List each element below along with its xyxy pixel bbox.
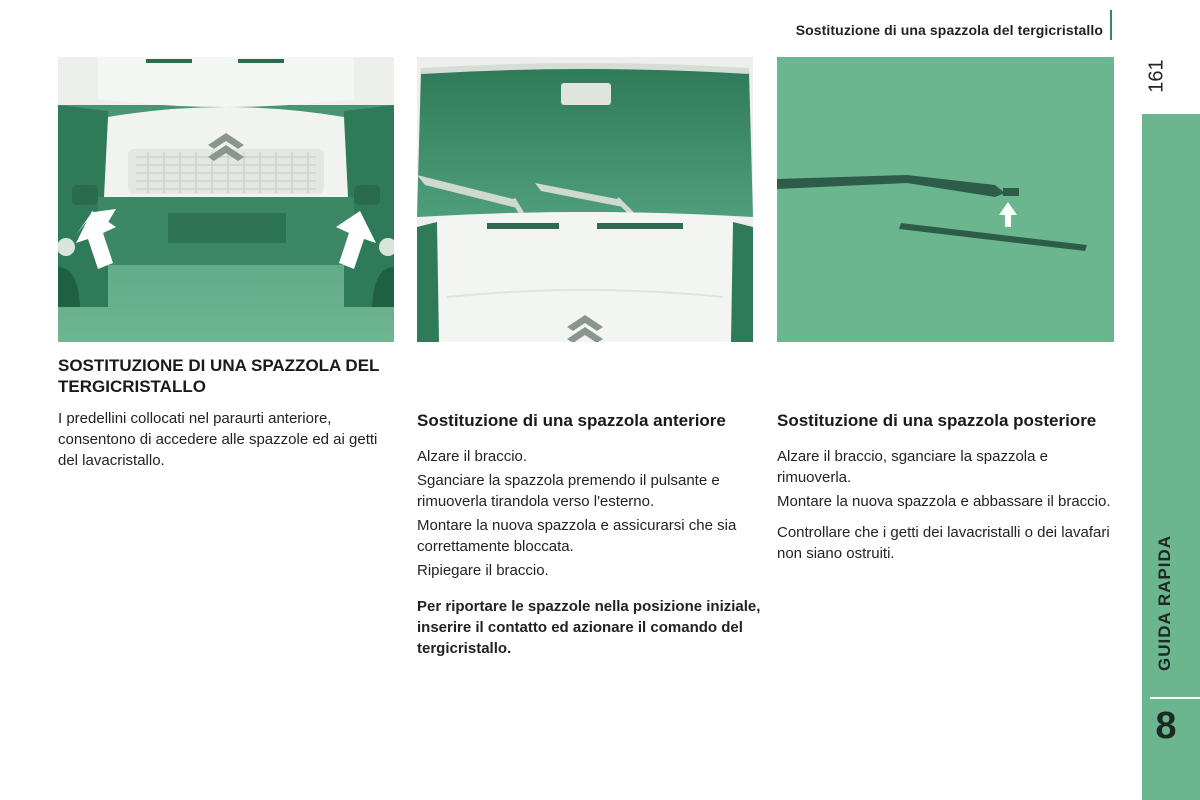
rear-wiper-column (777, 410, 1122, 564)
chapter-tab-label-text: GUIDA RAPIDA (1155, 534, 1174, 671)
page-number-text: 161 (1145, 59, 1168, 93)
chapter-tab-divider (1150, 697, 1200, 699)
page-number (1140, 58, 1174, 94)
header-divider (1110, 10, 1112, 40)
section-title: SOSTITUZIONE DI UNA SPAZZOLA DEL TERGICRISTALLO (58, 356, 380, 396)
front-note: Per riportare le spazzole nella posizione iniziale, inserire il contatto ed azionare il comando del tergicristallo. (417, 598, 761, 657)
running-title: Sostituzione di una spazzola del tergicristallo (795, 22, 1103, 38)
rear-wiper-title: Sostituzione di una spazzola posteriore (777, 411, 1097, 430)
chapter-number: 8 (1155, 705, 1177, 747)
rear-step-3: Controllare che i getti dei lavacristalli o dei lavafari non siano ostruiti. (777, 524, 1110, 562)
front-wiper-illustration (417, 57, 753, 342)
front-step-3: Montare la nuova spazzola e assicurarsi che sia correttamente bloccata. (417, 517, 737, 555)
front-step-1: Alzare il braccio. (417, 448, 528, 465)
front-step-4: Ripiegare il braccio. (417, 562, 549, 579)
rear-step-1: Alzare il braccio, sganciare la spazzola e rimuoverla. (777, 448, 1048, 486)
intro-column (58, 355, 398, 471)
rear-step-2: Montare la nuova spazzola e abbassare il braccio. (777, 493, 1111, 510)
front-step-2: Sganciare la spazzola premendo il pulsante e rimuoverla tirandola verso l'esterno. (417, 472, 720, 510)
chapter-tab-label (1144, 505, 1186, 700)
rear-wiper-illustration (777, 57, 1114, 342)
front-wiper-title: Sostituzione di una spazzola anteriore (417, 411, 726, 430)
front-bumper-illustration (58, 57, 394, 342)
intro-text: I predellini collocati nel paraurti anteriore, consentono di accedere alle spazzole ed ai getti del lavacristallo. (58, 410, 378, 469)
front-wiper-column (417, 410, 762, 659)
